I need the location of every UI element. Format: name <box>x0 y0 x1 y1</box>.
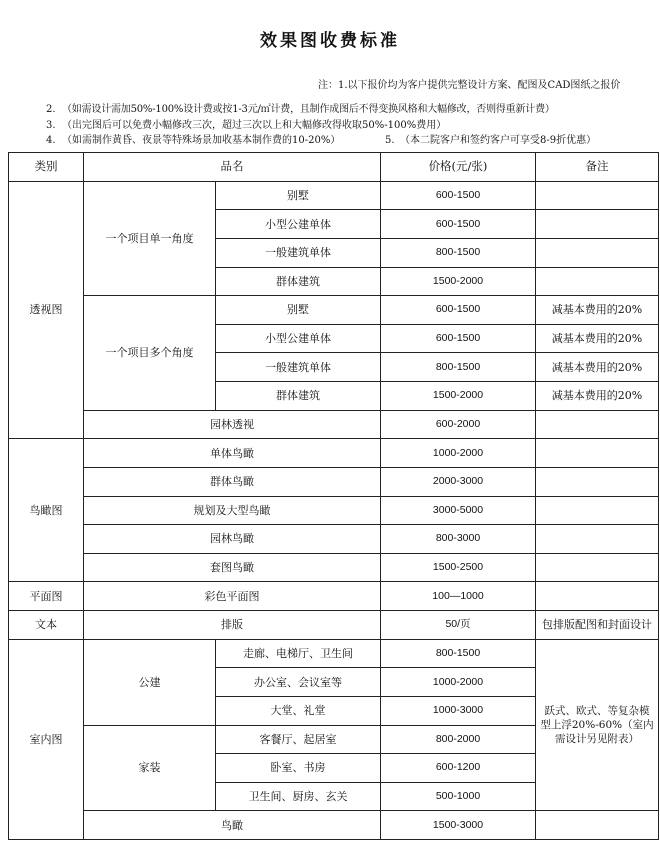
item-name: 客餐厅、起居室 <box>216 725 381 754</box>
header-product: 品名 <box>84 153 381 182</box>
note-4: （如需制作黄昏、夜景等特殊场景加收基本制作费的10-20%） <box>62 135 341 146</box>
table-row <box>9 296 659 325</box>
item-name: 排版 <box>84 611 381 640</box>
item-price: 800-3000 <box>381 525 536 554</box>
item-name: 套图鸟瞰 <box>84 553 381 582</box>
item-price: 1000-2000 <box>381 668 536 697</box>
item-name: 群体建筑 <box>216 382 381 411</box>
item-remark: 减基本费用的20% <box>536 296 659 325</box>
item-price: 100—1000 <box>381 582 536 611</box>
interior-remark: 跃式、欧式、等复杂模型上浮20%-60%（室内需设计另见附表） <box>536 639 659 811</box>
group-home: 家装 <box>84 725 216 811</box>
category-text: 文本 <box>9 611 84 640</box>
item-price: 1500-2000 <box>381 267 536 296</box>
header-price: 价格(元/张) <box>381 153 536 182</box>
header-remark: 备注 <box>536 153 659 182</box>
item-price: 1500-3000 <box>381 811 536 840</box>
item-name: 别墅 <box>216 181 381 210</box>
item-name: 规划及大型鸟瞰 <box>84 496 381 525</box>
note-5-number: 5. <box>385 135 395 146</box>
item-name: 园林鸟瞰 <box>84 525 381 554</box>
category-interior: 室内图 <box>9 639 84 839</box>
item-name: 小型公建单体 <box>216 210 381 239</box>
item-price: 800-1500 <box>381 238 536 267</box>
table-row <box>9 639 659 668</box>
item-remark: 减基本费用的20% <box>536 382 659 411</box>
category-aerial: 鸟瞰图 <box>9 439 84 582</box>
item-remark <box>536 467 659 496</box>
item-remark <box>536 582 659 611</box>
table-row <box>9 582 659 611</box>
table-row <box>9 467 659 496</box>
item-name: 一般建筑单体 <box>216 238 381 267</box>
item-name: 卫生间、厨房、玄关 <box>216 782 381 811</box>
item-name: 小型公建单体 <box>216 324 381 353</box>
item-name: 彩色平面图 <box>84 582 381 611</box>
note-4-number: 4. <box>46 135 56 146</box>
item-price: 600-2000 <box>381 410 536 439</box>
item-name: 大堂、礼堂 <box>216 696 381 725</box>
item-remark <box>536 811 659 840</box>
item-price: 600-1500 <box>381 324 536 353</box>
note-1: 注：1.以下报价均为客户提供完整设计方案、配图及CAD图纸之报价 <box>318 80 621 91</box>
item-price: 1500-2000 <box>381 382 536 411</box>
item-price: 50/页 <box>381 611 536 640</box>
group-public: 公建 <box>84 639 216 725</box>
item-remark <box>536 496 659 525</box>
item-name: 群体建筑 <box>216 267 381 296</box>
item-remark <box>536 525 659 554</box>
item-remark: 包排版配图和封面设计 <box>536 611 659 640</box>
note-3: （出完图后可以免费小幅修改三次，超过三次以上和大幅修改得收取50%-100%费用） <box>62 120 447 131</box>
price-table <box>8 152 659 840</box>
item-remark <box>536 553 659 582</box>
item-name: 单体鸟瞰 <box>84 439 381 468</box>
item-price: 800-1500 <box>381 639 536 668</box>
item-remark <box>536 238 659 267</box>
table-row <box>9 811 659 840</box>
note-2: （如需设计需加50%-100%设计费或按1-3元/㎡计费，且制作成图后不得变换风格和大幅修改，否则得重新计费） <box>62 104 555 115</box>
item-price: 3000-5000 <box>381 496 536 525</box>
item-remark <box>536 267 659 296</box>
item-remark <box>536 439 659 468</box>
category-plan: 平面图 <box>9 582 84 611</box>
item-remark <box>536 410 659 439</box>
item-name: 走廊、电梯厅、卫生间 <box>216 639 381 668</box>
item-name: 一般建筑单体 <box>216 353 381 382</box>
table-row <box>9 181 659 210</box>
table-row <box>9 611 659 640</box>
item-name: 园林透视 <box>84 410 381 439</box>
item-price: 800-2000 <box>381 725 536 754</box>
table-row <box>9 439 659 468</box>
item-price: 600-1200 <box>381 754 536 783</box>
header-category: 类别 <box>9 153 84 182</box>
item-price: 600-1500 <box>381 296 536 325</box>
item-name: 卧室、书房 <box>216 754 381 783</box>
item-remark <box>536 210 659 239</box>
table-row <box>9 496 659 525</box>
item-price: 800-1500 <box>381 353 536 382</box>
item-name: 群体鸟瞰 <box>84 467 381 496</box>
item-price: 600-1500 <box>381 181 536 210</box>
item-price: 500-1000 <box>381 782 536 811</box>
group-single-angle: 一个项目单一角度 <box>84 181 216 296</box>
item-price: 1000-3000 <box>381 696 536 725</box>
item-price: 1000-2000 <box>381 439 536 468</box>
group-multi-angle: 一个项目多个角度 <box>84 296 216 411</box>
note-2-number: 2. <box>46 104 56 115</box>
item-price: 2000-3000 <box>381 467 536 496</box>
item-price: 1500-2500 <box>381 553 536 582</box>
page-title: 效果图收费标准 <box>260 31 400 51</box>
table-header-row <box>9 153 659 182</box>
item-name: 鸟瞰 <box>84 811 381 840</box>
item-remark: 减基本费用的20% <box>536 324 659 353</box>
item-name: 别墅 <box>216 296 381 325</box>
item-remark <box>536 181 659 210</box>
table-row <box>9 553 659 582</box>
item-price: 600-1500 <box>381 210 536 239</box>
table-row <box>9 410 659 439</box>
item-remark: 减基本费用的20% <box>536 353 659 382</box>
note-5: （本二院客户和签约客户可享受8-9折优惠） <box>400 135 597 146</box>
item-name: 办公室、会议室等 <box>216 668 381 697</box>
note-3-number: 3. <box>46 120 56 131</box>
table-row <box>9 525 659 554</box>
category-perspective: 透视图 <box>9 181 84 439</box>
